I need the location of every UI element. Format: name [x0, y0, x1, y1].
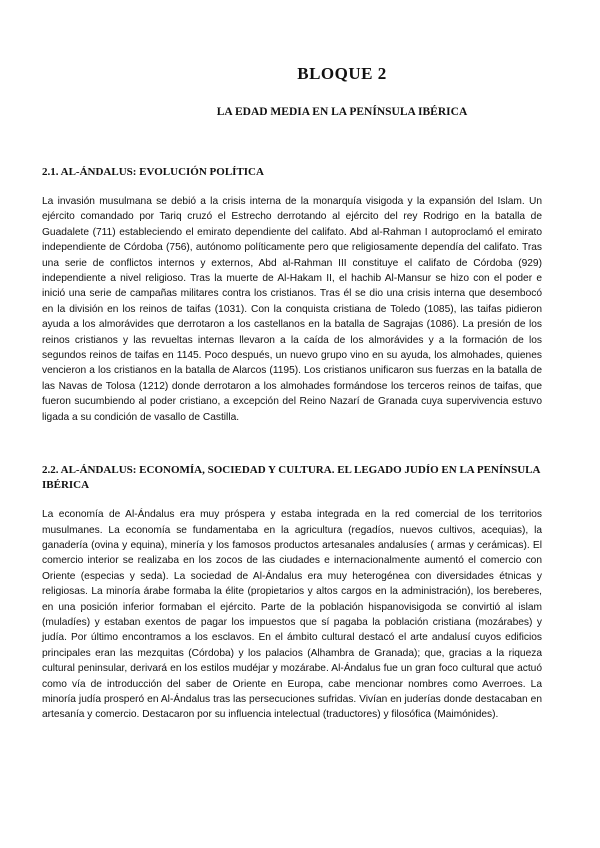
section-body: La invasión musulmana se debió a la crisis interna de la monarquía visigoda y la expansión del Islam. Un ejército comandado por Tariq cruzó el Estrecho derrotando al ejército del rey Rodrigo en la batalla de Guadalete (711) estableciendo el emirato dependiente del califato. Abd al-Rahman I autoproclamó el emirato independiente de Córdoba (756), autónomo políticamente pero que religiosamente dependía del califato. Tras una serie de conflictos internos y externos, Abd al-Rahman III constituye el califato de Córdoba (929) independiente a nivel religioso. Tras la muerte de Al-Hakam II, el hachib Al-Mansur se hizo con el poder e inició una serie de campañas militares contra los cristianos. Tras él se dio una crisis interna que desembocó en la división en los reinos de taifas (1031). Con la conquista cristiana de Toledo (1085), las taifas pidieron ayuda a los almorávides que derrotaron a los castellanos en la batalla de Sagrajas (1086). La presión de los reinos cristianos y las revueltas internas llevaron a la caída de los almorávides y a la formación de los segundos reinos de taifas en 1145. Poco después, un nuevo grupo vino en su ayuda, los almohades, quienes vencieron a los cristianos en la batalla de Alarcos (1195). Los cristianos unificaron sus fuerzas en la batalla de las Navas de Tolosa (1212) donde derrotaron a los almohades formándose los terceros reinos de taifas, que fueron sucumbiendo al poder cristiano, a excepción del Reino Nazarí de Granada cuya supervivencia estuvo ligada a su condición de vasallo de Castilla. — [42, 196, 542, 423]
section-heading: 2.1. AL-ÁNDALUS: EVOLUCIÓN POLÍTICA — [42, 166, 264, 178]
section-political-evolution — [42, 165, 542, 425]
document-subtitle: LA EDAD MEDIA EN LA PENÍNSULA IBÉRICA — [216, 106, 468, 118]
section-economy-society-culture — [42, 463, 542, 723]
section-heading: 2.2. AL-ÁNDALUS: ECONOMÍA, SOCIEDAD Y CULTURA. EL LEGADO JUDÍO EN LA PENÍNSULA IBÉRICA — [42, 464, 540, 492]
document-title: BLOQUE 2 — [297, 64, 387, 83]
section-body: La economía de Al-Ándalus era muy próspera y estaba integrada en la red comercial de los territorios musulmanes. La economía se fundamentaba en la agricultura (regadíos, nuevos cultivos, acequias), la ganadería (ovina y equina), minería y los famosos productos artesanales andalusíes ( armas y cerámicas). El comercio interior se realizaba en los zocos de las ciudades e internacionalmente aumentó el comercio con Oriente (especias y seda). La sociedad de Al-Ándalus era muy heterogénea con diversidades étnicas y religiosas. La minoría árabe formaba la élite (propietarios y altos cargos en la administración), los bereberes, en una posición inferior formaban el ejército. Parte de la población hispanovisigoda se convirtió al islam (muladíes) y estaban exentos de pagar los impuestos que sí pagaba la población cristiana (mozárabes) y judía. Por último encontramos a los esclavos. En el ámbito cultural destacó el arte andalusí cuyos edificios principales eran las mezquitas (Córdoba) y los palacios (Alhambra de Granada); que, gracias a la riqueza cultural peninsular, derivará en los estilos mudéjar y mozárabe. Al-Ándalus fue un gran foco cultural que actuó como vía de introducción del saber de Oriente en Europa, cabe mencionar nombres como Averroes. La minoría judía prosperó en Al-Ándalus tras las persecuciones sufridas. Vivían en juderías donde destacaban en artesanía y comercio. Destacaron por su influencia intelectual (traductores) y filosófica (Maimónides). — [42, 509, 542, 721]
